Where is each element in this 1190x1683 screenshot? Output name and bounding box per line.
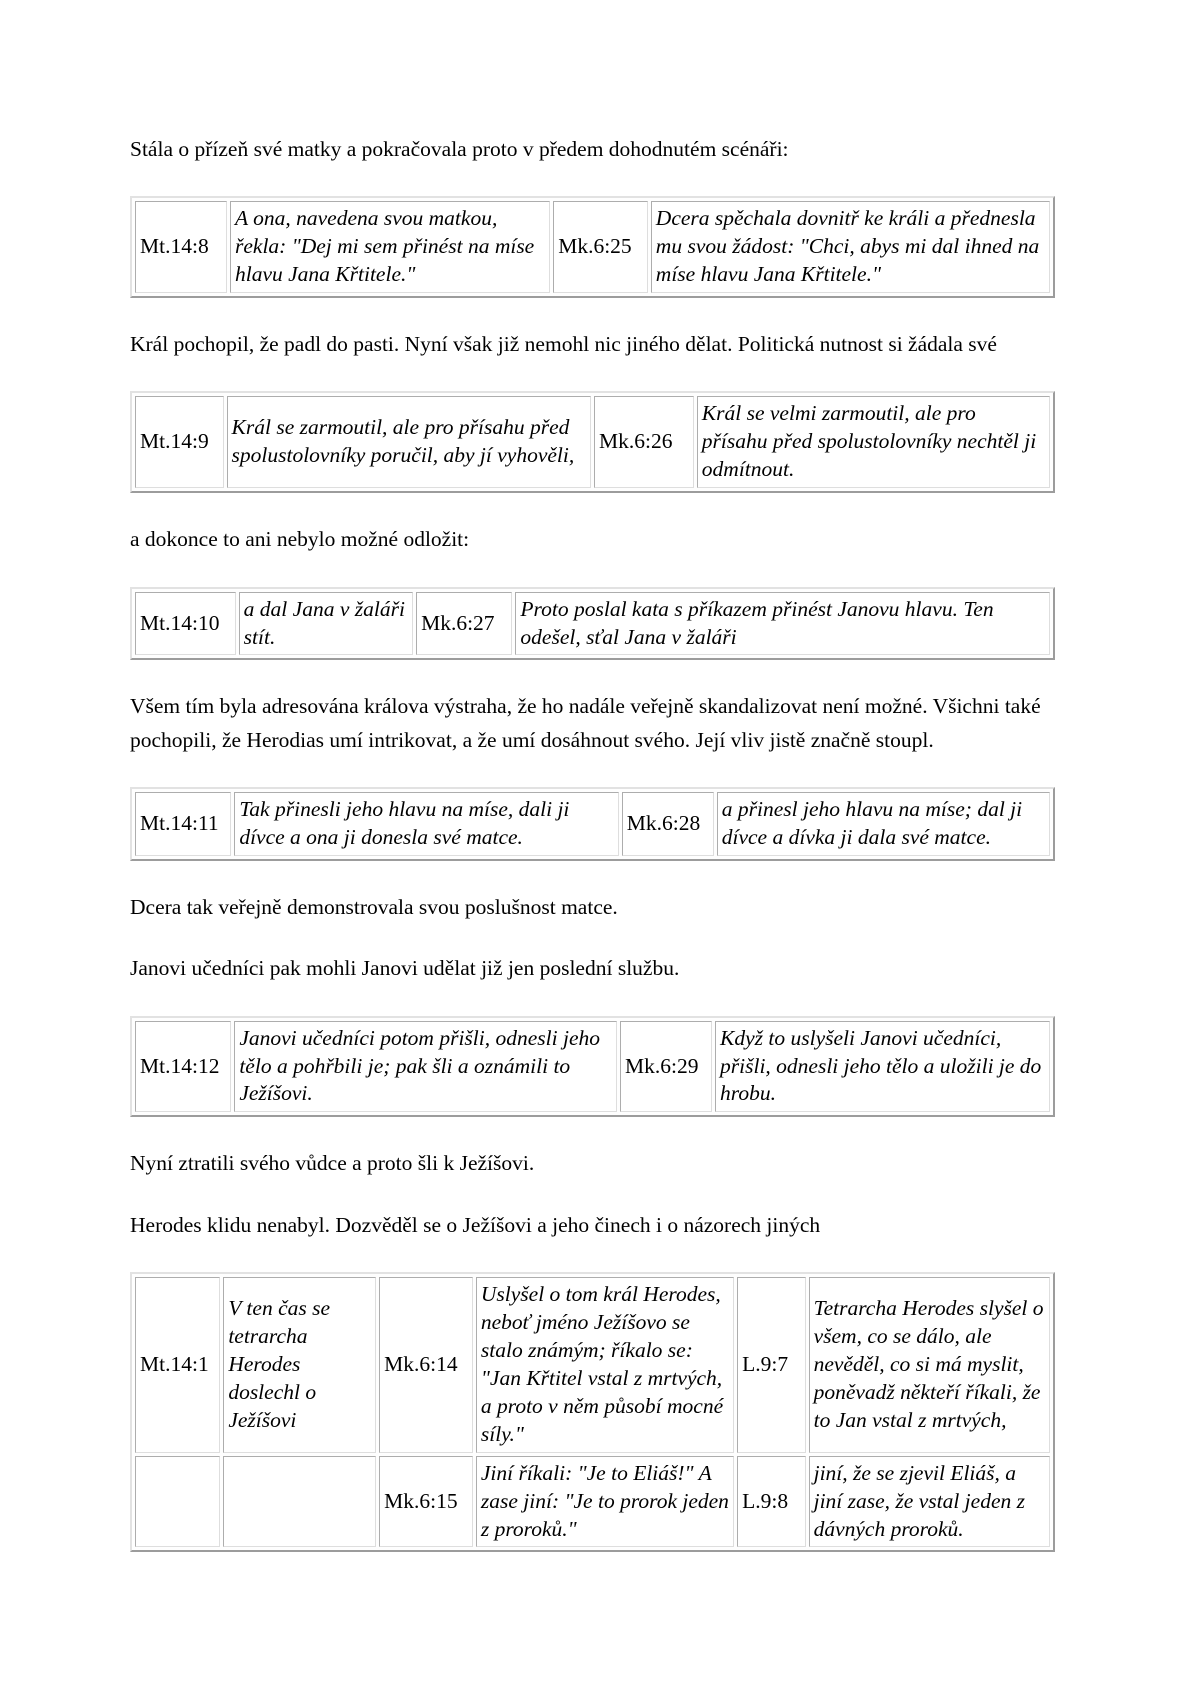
verse-text-mt: V ten čas se tetrarcha Herodes doslechl o Ježíšovi xyxy=(223,1277,376,1453)
paragraph-herodes-restless: Herodes klidu nenabyl. Dozvěděl se o Ježíšovi a jeho činech i o názorech jiných xyxy=(130,1212,821,1237)
paragraph-no-delay: a dokonce to ani nebylo možné odložit: xyxy=(130,527,470,552)
verse-ref-mk: Mk.6:26 xyxy=(594,396,694,488)
table-row xyxy=(135,1456,1050,1548)
verse-text-mt: Král se zarmoutil, ale pro přísahu před spolustolovníky poručil, aby jí vyhověli, xyxy=(227,396,591,488)
verse-text-mt: Tak přinesli jeho hlavu na míse, dali ji dívce a ona ji donesla své matce. xyxy=(234,792,618,856)
verse-text-mt: a dal Jana v žaláři stít. xyxy=(239,592,413,656)
paragraph-lost-leader: Nyní ztratili svého vůdce a proto šli k Ježíšovi. xyxy=(130,1151,535,1176)
table-row xyxy=(135,396,1050,488)
verse-text-mk: a přinesl jeho hlavu na míse; dal ji dívce a dívka ji dala své matce. xyxy=(717,792,1050,856)
verse-ref-mt: Mt.14:12 xyxy=(135,1021,231,1113)
verse-table-herodes-hears xyxy=(130,1272,1055,1552)
verse-text-lk: Tetrarcha Herodes slyšel o všem, co se dálo, ale nevěděl, co si má myslit, poněvadž někteří říkali, že to Jan vstal z mrtvých, xyxy=(809,1277,1050,1453)
verse-ref-mt: Mt.14:11 xyxy=(135,792,231,856)
verse-text-mk: Proto poslal kata s příkazem přinést Janovu hlavu. Ten odešel, sťal Jana v žaláři xyxy=(515,592,1050,656)
verse-text-mk: Král se velmi zarmoutil, ale pro přísahu před spolustolovníky nechtěl ji odmítnout. xyxy=(697,396,1050,488)
verse-ref-mk: Mk.6:29 xyxy=(620,1021,712,1113)
verse-text-mt: Janovi učedníci potom přišli, odnesli jeho tělo a pohřbili je; pak šli a oznámili to Ježíšovi. xyxy=(234,1021,617,1113)
verse-text-empty xyxy=(223,1456,376,1548)
verse-table-burial xyxy=(130,1016,1055,1118)
paragraph-king-trapped: Král pochopil, že padl do pasti. Nyní však již nemohl nic jiného dělat. Politická nutnost si žádala své xyxy=(130,332,997,357)
table-row xyxy=(135,201,1050,293)
verse-text-mk: Když to uslyšeli Janovi učedníci, přišli, odnesli jeho tělo a uložili je do hrobu. xyxy=(715,1021,1050,1113)
verse-table-beheading xyxy=(130,587,1055,661)
verse-text-mk: Dcera spěchala dovnitř ke králi a přednesla mu svou žádost: "Chci, abys mi dal ihned na míse hlavu Jana Křtitele." xyxy=(651,201,1050,293)
table-row xyxy=(135,1021,1050,1113)
verse-ref-lk: L.9:7 xyxy=(737,1277,805,1453)
verse-text-lk: jiní, že se zjevil Eliáš, a jiní zase, že vstal jeden z dávných proroků. xyxy=(809,1456,1050,1548)
verse-text-mt: A ona, navedena svou matkou, řekla: "Dej mi sem přinést na míse hlavu Jana Křtitele." xyxy=(230,201,550,293)
verse-ref-mt: Mt.14:9 xyxy=(135,396,224,488)
verse-ref-mk: Mk.6:15 xyxy=(379,1456,473,1548)
verse-ref-mk: Mk.6:28 xyxy=(622,792,714,856)
verse-ref-empty xyxy=(135,1456,220,1548)
verse-ref-lk: L.9:8 xyxy=(737,1456,805,1548)
table-row xyxy=(135,792,1050,856)
verse-ref-mk: Mk.6:27 xyxy=(416,592,512,656)
verse-ref-mt: Mt.14:10 xyxy=(135,592,236,656)
verse-text-mk: Jiní říkali: "Je to Eliáš!" A zase jiní: "Je to prorok jeden z proroků." xyxy=(476,1456,734,1548)
verse-table-head-on-platter xyxy=(130,787,1055,861)
verse-ref-mt: Mt.14:1 xyxy=(135,1277,220,1453)
table-row xyxy=(135,592,1050,656)
verse-table-king-sorrow xyxy=(130,391,1055,493)
verse-ref-mk: Mk.6:14 xyxy=(379,1277,473,1453)
verse-ref-mk: Mk.6:25 xyxy=(553,201,648,293)
paragraph-disciples-service: Janovi učedníci pak mohli Janovi udělat již jen poslední službu. xyxy=(130,956,680,981)
paragraph-intro-scenario: Stála o přízeň své matky a pokračovala proto v předem dohodnutém scénáři: xyxy=(130,137,789,161)
paragraph-daughter-obedience: Dcera tak veřejně demonstrovala svou poslušnost matce. xyxy=(130,894,618,919)
verse-table-request-head xyxy=(130,196,1055,298)
table-row xyxy=(135,1277,1050,1453)
verse-ref-mt: Mt.14:8 xyxy=(135,201,227,293)
paragraph-warning-herodias: Všem tím byla adresována králova výstraha, že ho nadále veřejně skandalizovat není možné. Všichni také pochopili, že Herodias umí intrikovat, a že umí dosáhnout svého. Její vliv jistě značně stoupl. xyxy=(130,694,1041,752)
verse-text-mk: Uslyšel o tom král Herodes, neboť jméno Ježíšovo se stalo známým; říkalo se: "Jan Křtitel vstal z mrtvých, a proto v něm působí mocné síly." xyxy=(476,1277,734,1453)
